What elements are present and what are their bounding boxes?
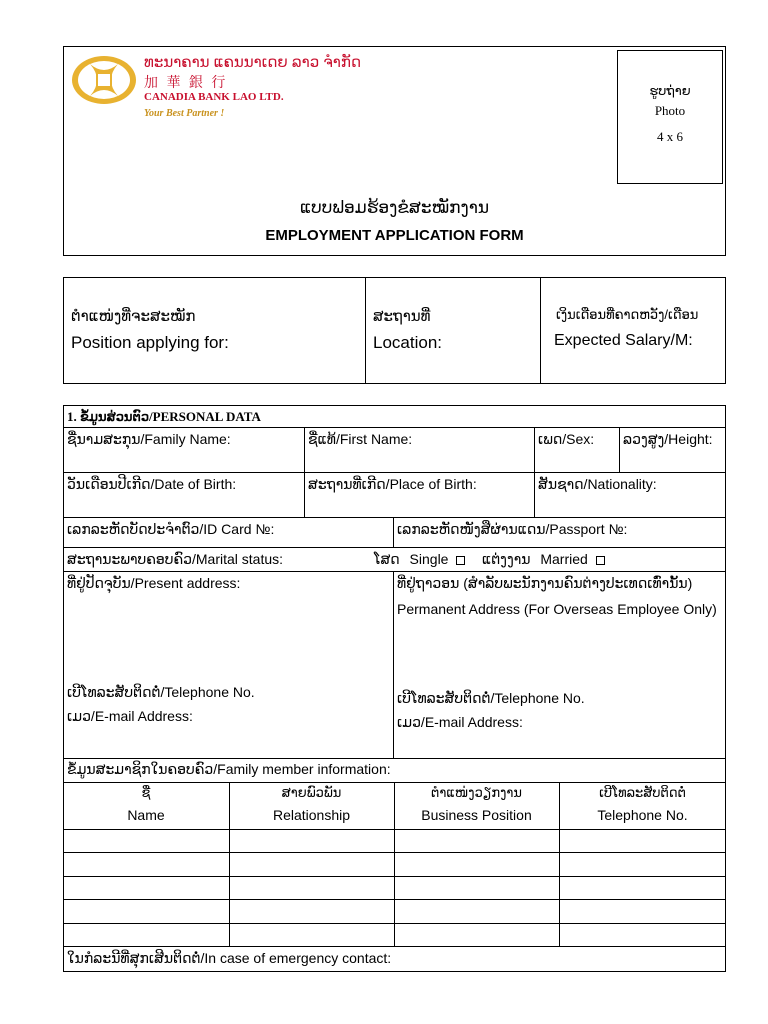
col-line (534, 427, 535, 517)
form-title-lao: ແບບຟອມຮ້ອງຂໍສະໝັກງານ (299, 198, 490, 217)
column-telephone: Telephone No. (597, 807, 688, 823)
form-title-english: EMPLOYMENT APPLICATION FORM (265, 227, 524, 244)
family-row-5[interactable] (64, 924, 725, 946)
family-name-label[interactable]: ຊື່ນາມສະກຸນ/Family Name: (67, 431, 231, 447)
location-label-lao: ສະຖານທີ່ (373, 308, 431, 325)
column-business-position-lao: ຕຳແໜ່ງວຽກງານ (431, 785, 522, 800)
row-line (63, 758, 726, 759)
height-label[interactable]: ລວງສູງ/Height: (623, 431, 713, 447)
single-option[interactable] (374, 551, 465, 568)
email-label[interactable]: ເມວ/E-mail Address: (67, 708, 193, 724)
dob-label[interactable]: ວັນເດືອນປີເກີດ/Date of Birth: (67, 476, 237, 492)
bank-name-lao: ທະນາຄານ ແຄນນາເດຍ ລາວ ຈຳກັດ (144, 54, 361, 71)
photo-label-lao: ຮູບຖ່າຍ (649, 83, 691, 98)
bank-slogan: Your Best Partner ! (144, 108, 225, 119)
passport-label[interactable]: ເລກລະຫັດໜັງສືຜ່ານແດນ/Passport №: (397, 521, 628, 537)
position-label-lao: ຕຳແໜ່ງທີ່ຈະສະໝັກ (71, 308, 196, 325)
emergency-contact-label[interactable]: ໃນກໍລະນີທີ່ສຸກເສີນຕິດຕໍ່/In case of emergency contact: (67, 950, 392, 966)
column-relationship-lao: ສາຍພົວພັນ (281, 785, 342, 800)
row-line (63, 946, 726, 947)
column-telephone-lao: ເບີໂທລະສັບຕິດຕໍ່ (599, 785, 686, 800)
id-card-label[interactable]: ເລກລະຫັດບັດປະຈຳຕົວ/ID Card №: (67, 521, 275, 537)
col-line (393, 517, 394, 547)
present-address-label[interactable]: ທີ່ຢູ່ປັດຈຸບັນ/Present address: (67, 575, 241, 591)
marital-status-label: ສະຖານະພາບຄອບຄົວ/Marital status: (67, 551, 284, 567)
married-label-lao: ແຕ່ງງານ (482, 551, 531, 567)
nationality-label[interactable]: ສັນຊາດ/Nationality: (538, 476, 657, 492)
column-name-lao: ຊື່ (141, 785, 151, 800)
location-label[interactable]: Location: (373, 333, 442, 352)
bank-name-english: CANADIA BANK LAO LTD. (144, 91, 284, 103)
position-divider-1 (365, 277, 366, 384)
family-row-2[interactable] (64, 853, 725, 875)
col-line (304, 427, 305, 517)
sex-label[interactable]: ເພດ/Sex: (538, 431, 595, 447)
single-checkbox[interactable] (456, 556, 465, 565)
row-line (63, 427, 726, 428)
photo-size: 4 x 6 (657, 129, 683, 144)
telephone-label[interactable]: ເບີໂທລະສັບຕິດຕໍ່/Telephone No. (67, 684, 255, 700)
salary-label-lao: ເງິນເດືອນທີ່ຄາດຫວັງ/ເດືອນ (556, 307, 699, 322)
family-row-4[interactable] (64, 900, 725, 922)
first-name-label[interactable]: ຊື່ແທ້/First Name: (308, 431, 413, 447)
married-option[interactable] (482, 551, 605, 568)
family-row-3[interactable] (64, 877, 725, 899)
married-label: Married (540, 551, 588, 567)
overseas-telephone-label[interactable]: ເບີໂທລະສັບຕິດຕໍ່/Telephone No. (397, 690, 585, 706)
permanent-address-label-lao: ທີ່ຢູ່ຖາວອນ (ສຳລັບພະນັກງານຄົນຕ່າງປະເທດເທົ່ານັ້ນ) (397, 575, 693, 591)
married-checkbox[interactable] (596, 556, 605, 565)
position-label[interactable]: Position applying for: (71, 333, 229, 352)
permanent-address-label[interactable]: Permanent Address (For Overseas Employee Only) (397, 601, 717, 617)
single-label-lao: ໂສດ (374, 551, 400, 567)
family-member-title: ຂໍ້ມູນສະມາຊິກໃນຄອບຄົວ/Family member information: (67, 761, 391, 777)
row-line (63, 472, 726, 473)
column-relationship: Relationship (272, 807, 351, 823)
place-of-birth-label[interactable]: ສະຖານທີ່ເກີດ/Place of Birth: (308, 476, 477, 492)
canadia-bank-logo-icon (70, 54, 138, 106)
col-line (619, 427, 620, 472)
section-title-personal-data: 1. ຂໍ້ມູນສ່ວນຕົວ/PERSONAL DATA (67, 409, 261, 424)
salary-label[interactable]: Expected Salary/M: (554, 332, 693, 349)
photo-label: Photo (654, 103, 686, 118)
column-name: Name (127, 807, 165, 823)
column-business-position: Business Position (421, 807, 532, 823)
photo-box (617, 50, 723, 184)
family-row-1[interactable] (64, 830, 725, 852)
overseas-email-label[interactable]: ເມວ/E-mail Address: (397, 714, 523, 730)
single-label: Single (409, 551, 449, 567)
col-line (393, 571, 394, 758)
row-line (63, 571, 726, 572)
bank-name-chinese: 加 華 銀 行 (144, 75, 228, 91)
position-divider-2 (540, 277, 541, 384)
row-line (63, 517, 726, 518)
row-line (63, 547, 726, 548)
